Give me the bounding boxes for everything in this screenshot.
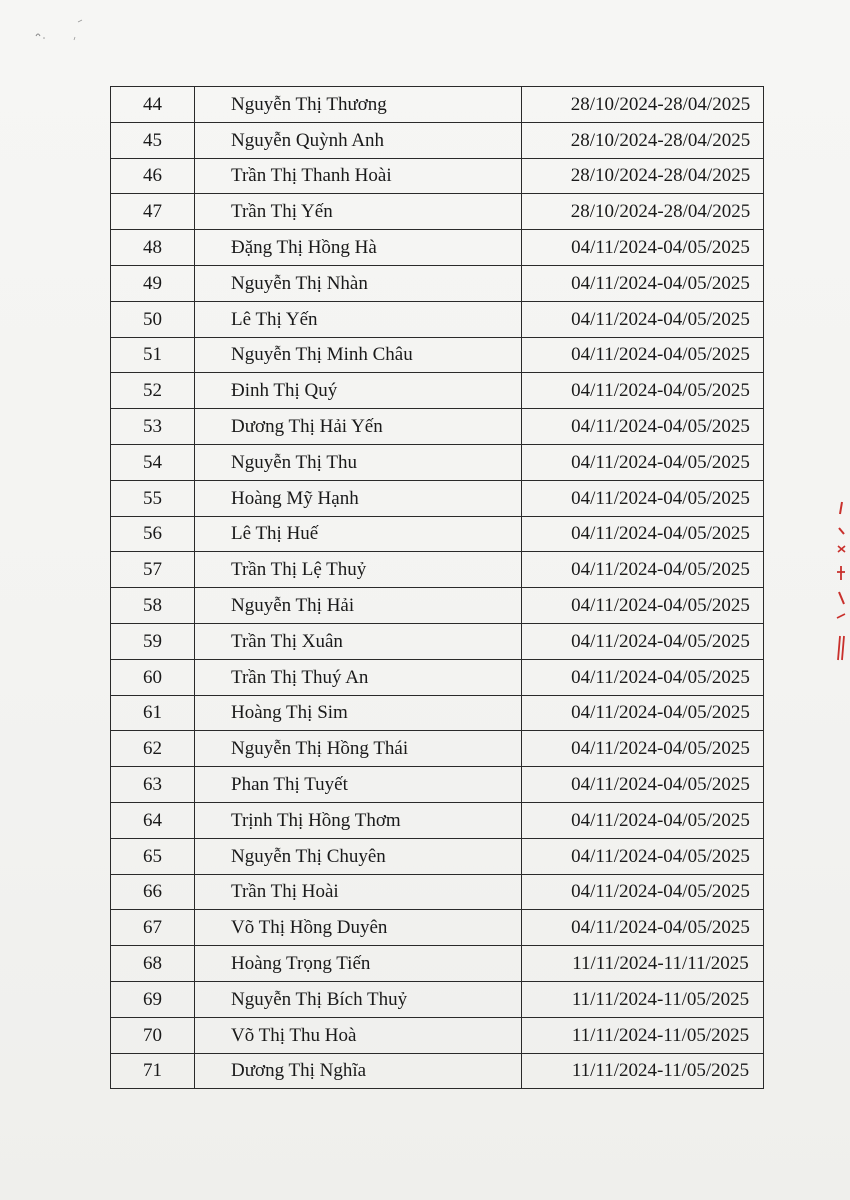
row-number-cell: 67: [111, 910, 195, 946]
row-number-cell: 68: [111, 946, 195, 982]
row-number-cell: 46: [111, 158, 195, 194]
full-name-cell: Trần Thị Xuân: [195, 623, 522, 659]
row-number-cell: 52: [111, 373, 195, 409]
table-row: [111, 516, 764, 552]
row-number-cell: 63: [111, 767, 195, 803]
period-cell: 04/11/2024-04/05/2025: [522, 731, 764, 767]
table-row: [111, 874, 764, 910]
period-cell: 04/11/2024-04/05/2025: [522, 480, 764, 516]
period-cell: 04/11/2024-04/05/2025: [522, 230, 764, 266]
row-number-cell: 44: [111, 87, 195, 123]
table-row: [111, 373, 764, 409]
full-name-cell: Nguyễn Thị Bích Thuỷ: [195, 981, 522, 1017]
row-number-cell: 56: [111, 516, 195, 552]
table-row: [111, 87, 764, 123]
row-number-cell: 53: [111, 409, 195, 445]
table-row: [111, 122, 764, 158]
row-number-cell: 70: [111, 1017, 195, 1053]
full-name-cell: Nguyễn Thị Thương: [195, 87, 522, 123]
period-cell: 28/10/2024-28/04/2025: [522, 122, 764, 158]
full-name-cell: Trần Thị Thanh Hoài: [195, 158, 522, 194]
period-cell: 11/11/2024-11/05/2025: [522, 981, 764, 1017]
full-name-cell: Dương Thị Hải Yến: [195, 409, 522, 445]
table-row: [111, 480, 764, 516]
table-row: [111, 838, 764, 874]
full-name-cell: Nguyễn Quỳnh Anh: [195, 122, 522, 158]
period-cell: 28/10/2024-28/04/2025: [522, 194, 764, 230]
full-name-cell: Nguyễn Thị Hải: [195, 588, 522, 624]
full-name-cell: Võ Thị Hồng Duyên: [195, 910, 522, 946]
table-row: [111, 946, 764, 982]
full-name-cell: Võ Thị Thu Hoà: [195, 1017, 522, 1053]
full-name-cell: Trần Thị Lệ Thuỷ: [195, 552, 522, 588]
row-number-cell: 66: [111, 874, 195, 910]
scan-speck-icon: [34, 18, 84, 42]
full-name-cell: Nguyễn Thị Chuyên: [195, 838, 522, 874]
period-cell: 04/11/2024-04/05/2025: [522, 265, 764, 301]
period-cell: 04/11/2024-04/05/2025: [522, 301, 764, 337]
full-name-cell: Nguyễn Thị Nhàn: [195, 265, 522, 301]
full-name-cell: Nguyễn Thị Hồng Thái: [195, 731, 522, 767]
period-cell: 04/11/2024-04/05/2025: [522, 337, 764, 373]
row-number-cell: 54: [111, 444, 195, 480]
table-row: [111, 158, 764, 194]
period-cell: 04/11/2024-04/05/2025: [522, 444, 764, 480]
full-name-cell: Trần Thị Thuý An: [195, 659, 522, 695]
row-number-cell: 59: [111, 623, 195, 659]
table-row: [111, 1017, 764, 1053]
table-row: [111, 301, 764, 337]
table-row: [111, 1053, 764, 1089]
period-cell: 04/11/2024-04/05/2025: [522, 516, 764, 552]
personnel-table-body: [111, 87, 764, 1089]
row-number-cell: 49: [111, 265, 195, 301]
row-number-cell: 58: [111, 588, 195, 624]
row-number-cell: 50: [111, 301, 195, 337]
row-number-cell: 71: [111, 1053, 195, 1089]
row-number-cell: 61: [111, 695, 195, 731]
table-row: [111, 623, 764, 659]
row-number-cell: 62: [111, 731, 195, 767]
period-cell: 04/11/2024-04/05/2025: [522, 802, 764, 838]
period-cell: 28/10/2024-28/04/2025: [522, 87, 764, 123]
table-row: [111, 230, 764, 266]
row-number-cell: 69: [111, 981, 195, 1017]
period-cell: 11/11/2024-11/05/2025: [522, 1017, 764, 1053]
period-cell: 04/11/2024-04/05/2025: [522, 373, 764, 409]
table-row: [111, 695, 764, 731]
table-row: [111, 588, 764, 624]
full-name-cell: Hoàng Thị Sim: [195, 695, 522, 731]
edge-stamp-mark-icon: [834, 500, 848, 670]
table-row: [111, 802, 764, 838]
period-cell: 04/11/2024-04/05/2025: [522, 910, 764, 946]
table-row: [111, 409, 764, 445]
full-name-cell: Trần Thị Yến: [195, 194, 522, 230]
period-cell: 04/11/2024-04/05/2025: [522, 838, 764, 874]
period-cell: 04/11/2024-04/05/2025: [522, 552, 764, 588]
table-row: [111, 444, 764, 480]
row-number-cell: 60: [111, 659, 195, 695]
full-name-cell: Hoàng Trọng Tiến: [195, 946, 522, 982]
full-name-cell: Phan Thị Tuyết: [195, 767, 522, 803]
full-name-cell: Đặng Thị Hồng Hà: [195, 230, 522, 266]
period-cell: 04/11/2024-04/05/2025: [522, 623, 764, 659]
table-row: [111, 552, 764, 588]
full-name-cell: Dương Thị Nghĩa: [195, 1053, 522, 1089]
full-name-cell: Lê Thị Yến: [195, 301, 522, 337]
table-row: [111, 767, 764, 803]
table-row: [111, 731, 764, 767]
period-cell: 04/11/2024-04/05/2025: [522, 409, 764, 445]
full-name-cell: Trịnh Thị Hồng Thơm: [195, 802, 522, 838]
period-cell: 04/11/2024-04/05/2025: [522, 659, 764, 695]
period-cell: 04/11/2024-04/05/2025: [522, 588, 764, 624]
full-name-cell: Nguyễn Thị Minh Châu: [195, 337, 522, 373]
full-name-cell: Trần Thị Hoài: [195, 874, 522, 910]
full-name-cell: Lê Thị Huế: [195, 516, 522, 552]
table-row: [111, 981, 764, 1017]
row-number-cell: 57: [111, 552, 195, 588]
row-number-cell: 47: [111, 194, 195, 230]
table-row: [111, 194, 764, 230]
period-cell: 11/11/2024-11/11/2025: [522, 946, 764, 982]
period-cell: 04/11/2024-04/05/2025: [522, 695, 764, 731]
full-name-cell: Nguyễn Thị Thu: [195, 444, 522, 480]
row-number-cell: 48: [111, 230, 195, 266]
full-name-cell: Hoàng Mỹ Hạnh: [195, 480, 522, 516]
period-cell: 28/10/2024-28/04/2025: [522, 158, 764, 194]
row-number-cell: 65: [111, 838, 195, 874]
table-row: [111, 659, 764, 695]
personnel-table: [110, 86, 764, 1089]
table-row: [111, 337, 764, 373]
row-number-cell: 51: [111, 337, 195, 373]
table-row: [111, 265, 764, 301]
row-number-cell: 55: [111, 480, 195, 516]
table-row: [111, 910, 764, 946]
full-name-cell: Đinh Thị Quý: [195, 373, 522, 409]
row-number-cell: 64: [111, 802, 195, 838]
row-number-cell: 45: [111, 122, 195, 158]
period-cell: 04/11/2024-04/05/2025: [522, 874, 764, 910]
period-cell: 04/11/2024-04/05/2025: [522, 767, 764, 803]
period-cell: 11/11/2024-11/05/2025: [522, 1053, 764, 1089]
